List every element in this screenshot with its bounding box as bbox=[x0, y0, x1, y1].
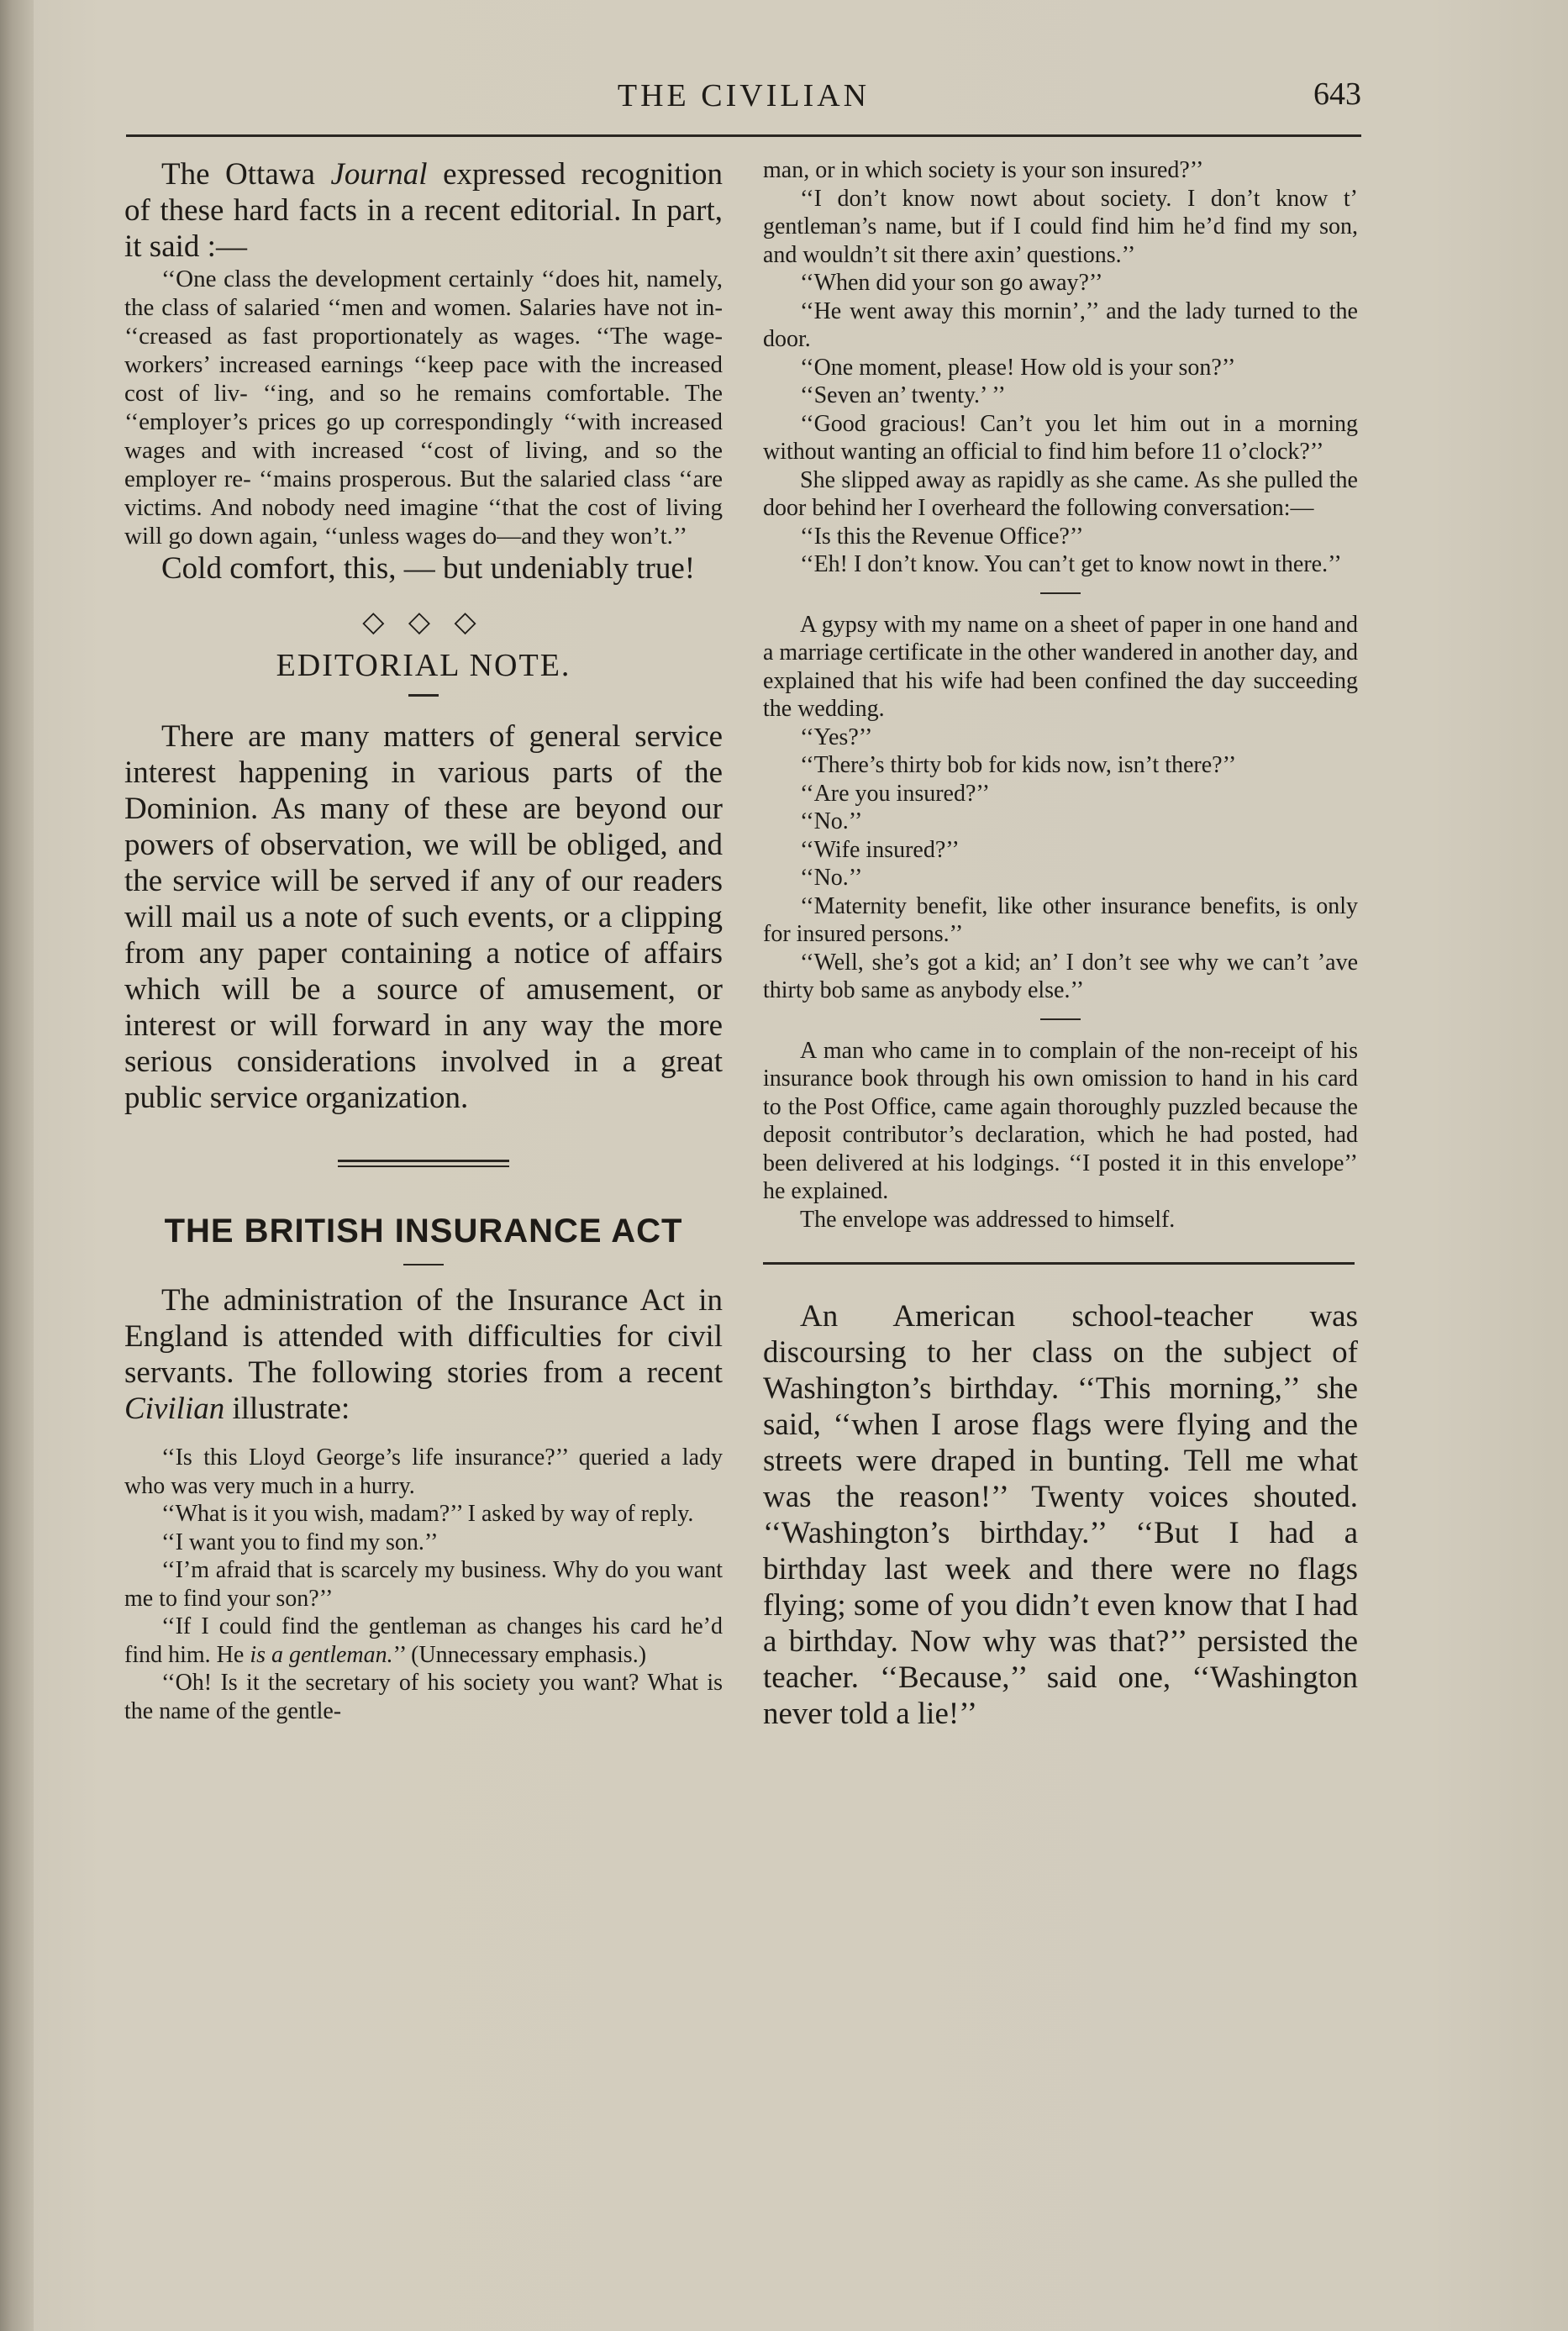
section-rule bbox=[763, 1262, 1355, 1265]
editorial-note-heading: EDITORIAL NOTE. bbox=[276, 648, 571, 683]
right-column bbox=[763, 156, 1358, 1732]
story-line: ‘‘Well, she’s got a kid; an’ I don’t see why we can’t ’ave thirty bob same as anybody else.’’ bbox=[763, 949, 1358, 1003]
story-line: ‘‘Is this the Revenue Office?’’ bbox=[800, 523, 1084, 550]
story-line: ‘‘Maternity benefit, like other insurance benefits, is only for insured persons.’’ bbox=[763, 892, 1358, 947]
story-line: The envelope was addressed to himself. bbox=[800, 1206, 1176, 1233]
emphasis-text: is a gentleman. bbox=[250, 1641, 393, 1668]
heading-dash bbox=[403, 1264, 444, 1265]
editorial-note-body: There are many matters of general service interest happening in various parts of the Dominion. As many of these are beyond our powers of observation, we will be obliged, and the service will be served if any of our readers will mail us a note of such events, or a clipping from any paper containing a notice of affairs which will be a source of amusement, or interest or will forward in any way the more serious considerations involved in a great public service organization. bbox=[124, 719, 723, 1115]
story-line: ‘‘There’s thirty bob for kids now, isn’t there?’’ bbox=[800, 752, 1237, 778]
envelope-story: A man who came in to complain of the non-receipt of his insurance book through his own omission to hand in his card to the Post Office, came again thoroughly puzzled because the deposit contributor’s declaration, which he had posted, had been delivered at his lodgings. ‘‘I posted it in this envelope’’ he explained. bbox=[763, 1037, 1358, 1204]
insurance-act-heading: THE BRITISH INSURANCE ACT bbox=[164, 1213, 683, 1250]
page-number: 643 bbox=[1313, 76, 1361, 112]
left-column bbox=[124, 156, 723, 1725]
spacer bbox=[124, 1427, 723, 1444]
story-line: ‘‘Good gracious! Can’t you let him out in a morning without wanting an official to find him before 11 o’clock?’’ bbox=[763, 410, 1358, 465]
story-line: ‘‘I want you to find my son.’’ bbox=[161, 1529, 439, 1555]
gypsy-story: A gypsy with my name on a sheet of paper in one hand and a marriage certificate in the other wandered in another day, and explained that his wife had been confined the day succeeding the wedding. bbox=[763, 611, 1358, 722]
story-line: ‘‘No.’’ bbox=[800, 865, 863, 891]
intro-paragraph: The Ottawa Journal expressed recognition of these hard facts in a recent editorial. In part, it said :— bbox=[124, 157, 723, 264]
story-separator bbox=[1040, 1018, 1081, 1020]
journal-name: Journal bbox=[330, 157, 428, 192]
story-line: ‘‘He went away this mornin’,’’ and the lady turned to the door. bbox=[763, 297, 1358, 352]
story-line: ‘‘One moment, please! How old is your son?’’ bbox=[800, 354, 1236, 381]
story-line: ‘‘Eh! I don’t know. You can’t get to know nowt in there.’’ bbox=[800, 551, 1342, 577]
double-rule-divider bbox=[338, 1160, 509, 1167]
story-line: ‘‘Oh! Is it the secretary of his society you want? What is the name of the gentle- bbox=[124, 1670, 723, 1724]
journal-title: THE CIVILIAN bbox=[617, 78, 871, 113]
running-header bbox=[126, 74, 1361, 124]
civilian-name: Civilian bbox=[124, 1392, 225, 1426]
editorial-quote: ‘‘One class the development certainly ‘‘does hit, namely, the class of salaried ‘‘men and women. Salaries have not in- ‘‘creased as fast proportionately as wages. ‘‘The wage-workers’ increased earnings ‘‘keep pace with the increased cost of liv- ‘‘ing, and so he remains comfortable. The ‘‘employer’s prices go up correspondingly ‘‘with increased wages and with increased ‘‘cost of living, and so the employer re- ‘‘mains prosperous. But the salaried class ‘‘are victims. And nobody need imagine ‘‘that the cost of living will go down again, ‘‘unless wages do—and they won’t.’’ bbox=[124, 266, 723, 550]
story-line: ‘‘If I could find the gentleman as changes his card he’d find him. He is a gentleman.’’ (Unnecessary emphasis.) bbox=[124, 1613, 723, 1668]
book-spine-edge bbox=[0, 0, 34, 2331]
story-line: ‘‘When did your son go away?’’ bbox=[800, 270, 1103, 296]
header-rule bbox=[126, 134, 1361, 137]
story-line: ‘‘Are you insured?’’ bbox=[800, 780, 990, 807]
story-line: ‘‘Yes?’’ bbox=[800, 724, 873, 750]
story-separator bbox=[1040, 592, 1081, 594]
teacher-story: An American school-teacher was discoursing to her class on the subject of Washington’s birthday. ‘‘This morning,’’ she said, ‘‘when I arose flags were flying and the streets were draped in bunting. Tell me what was the reason!’’ Twenty voices shouted. ‘‘Washington’s birthday.’’ ‘‘But I had a birthday last week and there were no flags flying; some of you didn’t even know that I had a birthday. Now why was that?’’ persisted the teacher. ‘‘Because,’’ said one, ‘‘Washington never told a lie!’’ bbox=[763, 1299, 1358, 1731]
heading-dash bbox=[408, 694, 439, 697]
ornament-divider: ◇ ◇ ◇ bbox=[362, 607, 485, 638]
insurance-act-intro: The administration of the Insurance Act in England is attended with difficulties for civil servants. The following stories from a recent Civilian illustrate: bbox=[124, 1283, 723, 1426]
story-line: ‘‘Is this Lloyd George’s life insurance?’’ queried a lady who was very much in a hurry. bbox=[124, 1444, 723, 1499]
story-line: ‘‘Wife insured?’’ bbox=[800, 836, 960, 863]
story-line: man, or in which society is your son insured?’’ bbox=[763, 157, 1204, 183]
story-line: She slipped away as rapidly as she came. As she pulled the door behind her I overheard the following conversation:— bbox=[763, 466, 1358, 521]
story-line: ‘‘I’m afraid that is scarcely my business. Why do you want me to find your son?’’ bbox=[124, 1557, 723, 1612]
story-line: ‘‘I don’t know nowt about society. I don’t know t’ gentleman’s name, but if I could find him he’d find my son, and wouldn’t sit there axin’ questions.’’ bbox=[763, 185, 1358, 268]
comment-paragraph: Cold comfort, this, — but undeniably true! bbox=[161, 551, 696, 586]
story-line: ‘‘Seven an’ twenty.’ ’’ bbox=[800, 382, 1006, 408]
story-line: ‘‘What is it you wish, madam?’’ I asked by way of reply. bbox=[161, 1501, 694, 1527]
story-line: ‘‘No.’’ bbox=[800, 808, 863, 834]
